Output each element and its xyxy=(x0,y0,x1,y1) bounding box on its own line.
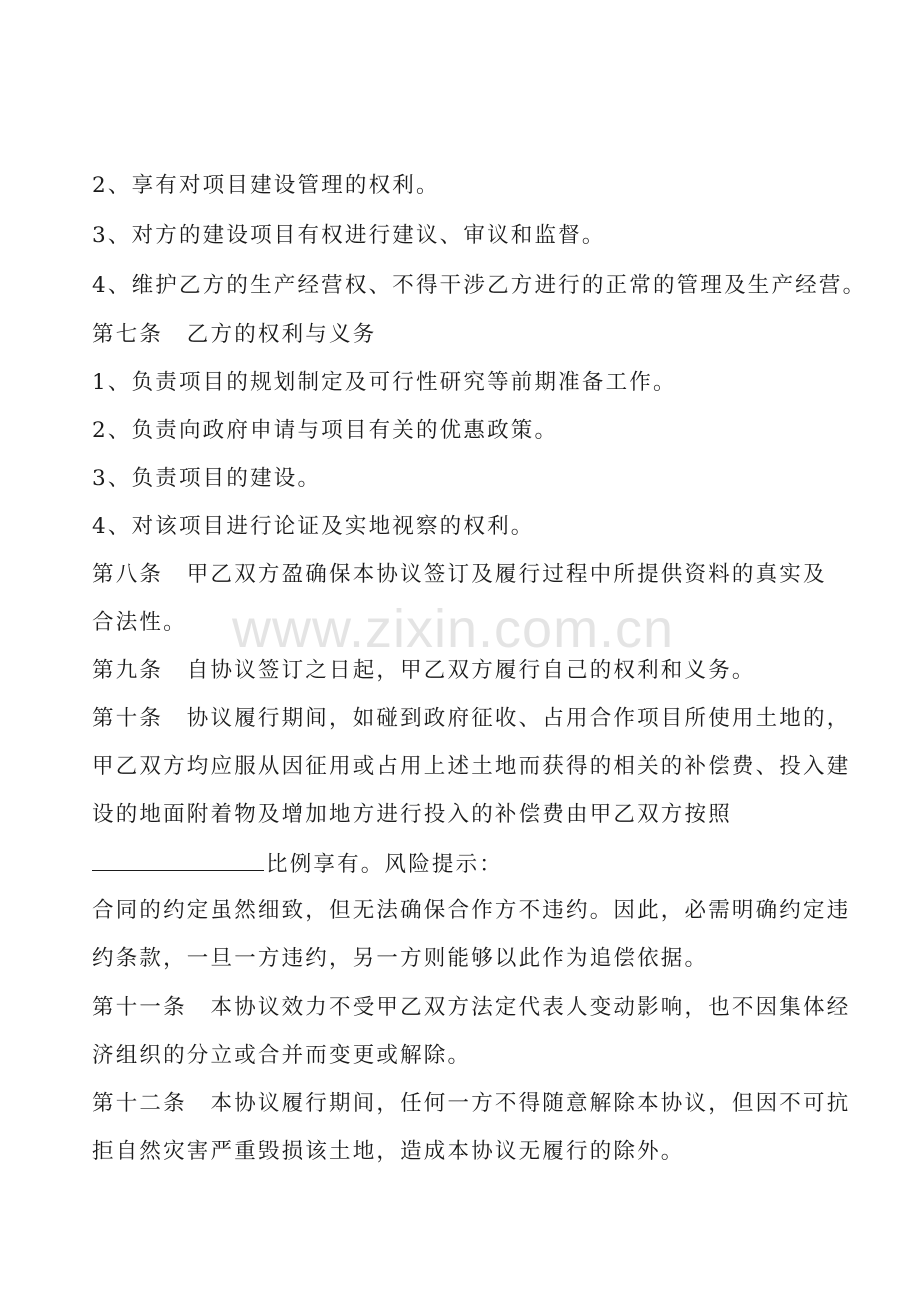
text-line: 2、负责向政府申请与项目有关的优惠政策。 xyxy=(92,418,559,443)
text-line: 设的地面附着物及增加地方进行投入的补偿费由甲乙双方按照 xyxy=(92,802,732,827)
text-line: 3、对方的建设项目有权进行建议、审议和监督。 xyxy=(92,223,606,248)
text-line: 4、维护乙方的生产经营权、不得干涉乙方进行的正常的管理及生产经营。 xyxy=(92,273,867,298)
text-after-blank: 比例享有。风险提示： xyxy=(266,852,504,877)
text-line: 第十二条 本协议履行期间，任何一方不得随意解除本协议，但因不可抗 xyxy=(92,1091,851,1116)
text-line: 第九条 自协议签订之日起，甲乙双方履行自己的权利和义务。 xyxy=(92,658,756,683)
text-line: 约条款，一旦一方违约，另一方则能够以此作为追偿依据。 xyxy=(92,946,709,971)
text-line: 合法性。 xyxy=(92,610,187,635)
text-line: 甲乙双方均应服从因征用或占用上述土地而获得的相关的补偿费、投入建 xyxy=(92,754,851,779)
text-line-with-blank xyxy=(92,848,832,880)
text-line: 第八条 甲乙双方盈确保本协议签订及履行过程中所提供资料的真实及 xyxy=(92,562,827,587)
text-line: 4、对该项目进行论证及实地视察的权利。 xyxy=(92,514,535,539)
text-line: 拒自然灾害严重毁损该土地，造成本协议无履行的除外。 xyxy=(92,1139,685,1164)
text-line: 合同的约定虽然细致，但无法确保合作方不违约。因此，必需明确约定违 xyxy=(92,898,851,923)
text-line: 2、享有对项目建设管理的权利。 xyxy=(92,173,440,198)
watermark: www.zixin.com.cn xyxy=(232,599,675,659)
text-line: 第十条 协议履行期间，如碰到政府征收、占用合作项目所使用土地的， xyxy=(92,706,851,731)
text-line: 1、负责项目的规划制定及可行性研究等前期准备工作。 xyxy=(92,370,677,395)
text-line: 第十一条 本协议效力不受甲乙双方法定代表人变动影响，也不因集体经 xyxy=(92,995,851,1020)
fill-in-blank xyxy=(92,848,264,871)
article-heading: 第七条 乙方的权利与义务 xyxy=(92,322,377,347)
text-line: 济组织的分立或合并而变更或解除。 xyxy=(92,1043,472,1068)
text-line: 3、负责项目的建设。 xyxy=(92,466,322,491)
